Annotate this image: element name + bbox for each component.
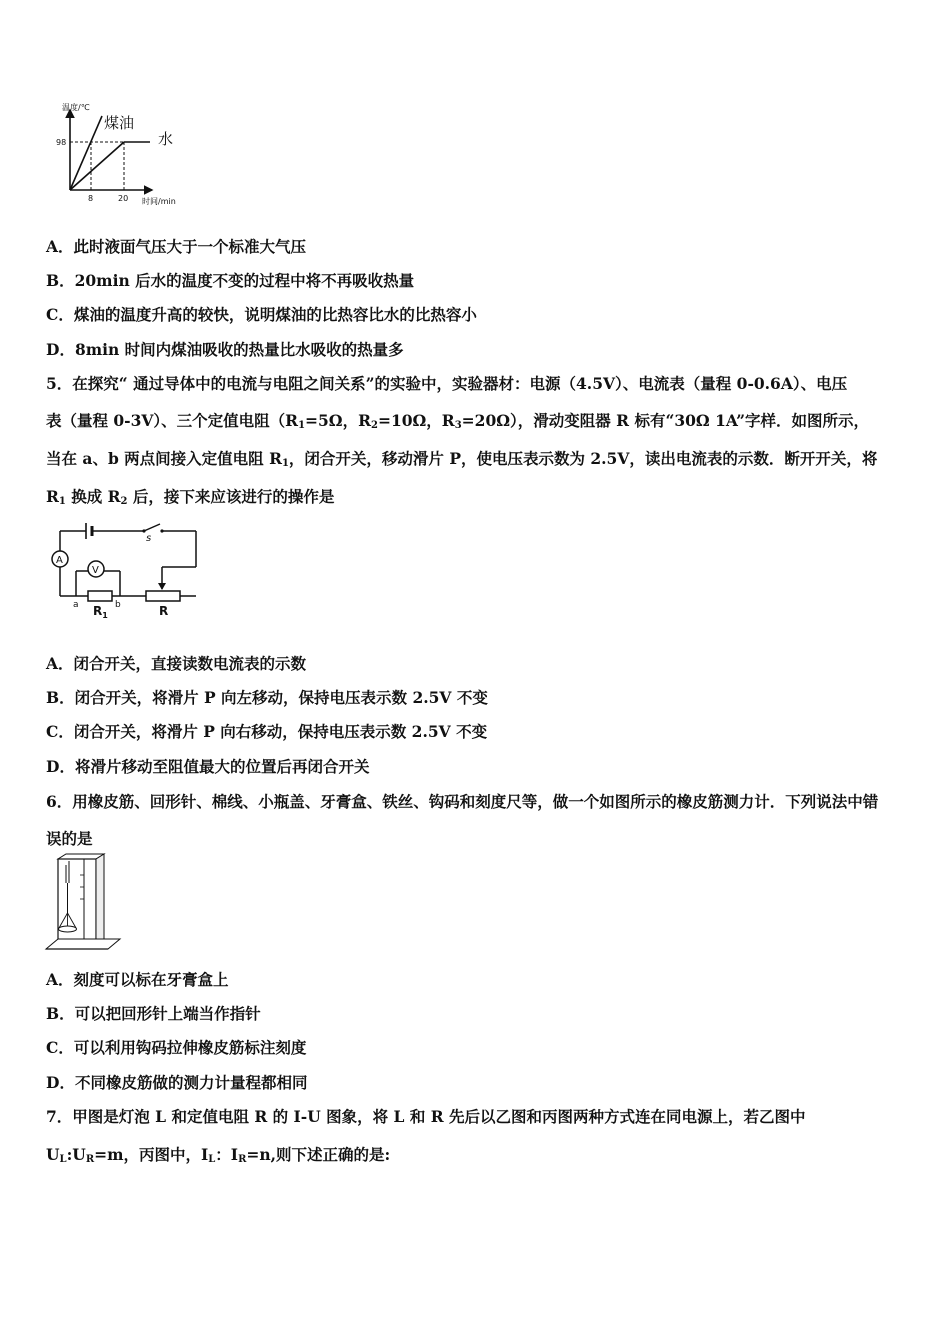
q6-option-a: A．刻度可以标在牙膏盒上 xyxy=(46,970,229,989)
water-line xyxy=(70,142,124,190)
q5-option-b: B．闭合开关，将滑片 P 向左移动，保持电压表示数 2.5V 不变 xyxy=(46,688,488,707)
q6-line-2: 误的是 xyxy=(46,829,93,848)
point-a-label: a xyxy=(73,600,79,610)
x-axis-label: 时间/min xyxy=(142,197,176,206)
q6-line-1: 6．用橡皮筋、回形针、棉线、小瓶盖、牙膏盒、铁丝、钩码和刻度尺等，做一个如图所示的橡皮筋测力计．下列说法中错 xyxy=(46,792,879,811)
q4-option-b: B．20min 后水的温度不变的过程中将不再吸收热量 xyxy=(46,271,415,290)
q5-line-1: 5．在探究“ 通过导体中的电流与电阻之间关系”的实验中，实验器材：电源（4.5V）、电流表（量程 0-0.6A）、电压 xyxy=(46,374,848,393)
q5-line-2: 表（量程 0-3V）、三个定值电阻（$R_1=5\Omega$，$R_2=10\Omega$，$R_3=20\Omega$），滑动变阻器 R 标有“30Ω 1A”字样．如图所示， xyxy=(46,411,870,431)
rheostat-label: R xyxy=(159,604,169,618)
label-kerosene: 煤油 xyxy=(104,114,135,132)
q5-line-3: 当在 a、b 两点间接入定值电阻 $R_1$，闭合开关，移动滑片 P，使电压表示数为 2.5V，读出电流表的示数．断开开关，将 xyxy=(46,449,878,469)
q5-option-d: D．将滑片移动至阻值最大的位置后再闭合开关 xyxy=(46,757,370,776)
rheostat xyxy=(146,591,180,601)
kerosene-line xyxy=(70,116,102,190)
q7-line-2: $U_L:U_R=m$，丙图中，$I_L$：$I_R=n$,则下述正确的是: xyxy=(46,1145,391,1165)
voltmeter-label: V xyxy=(92,565,99,576)
x-tick-8: 8 xyxy=(88,194,94,203)
r1-label: $R_1$ xyxy=(93,604,108,620)
q5-option-a: A．闭合开关，直接读数电流表的示数 xyxy=(46,654,307,673)
label-water: 水 xyxy=(158,130,174,148)
battery-symbol xyxy=(86,523,92,539)
circuit-diagram xyxy=(46,515,211,625)
q4-option-c: C．煤油的温度升高的较快，说明煤油的比热容比水的比热容小 xyxy=(46,305,477,324)
switch-symbol xyxy=(142,524,163,533)
rubber-band-force-meter-figure xyxy=(44,853,122,956)
switch-label: s xyxy=(146,533,152,544)
q6-option-c: C．可以利用钩码拉伸橡皮筋标注刻度 xyxy=(46,1038,307,1057)
resistor-r1 xyxy=(88,591,112,601)
y-tick-98: 98 xyxy=(56,138,67,147)
x-tick-20: 20 xyxy=(118,194,129,203)
q7-line-1: 7．甲图是灯泡 L 和定值电阻 R 的 I-U 图象，将 L 和 R 先后以乙图和丙图两种方式连在同电源上，若乙图中 xyxy=(46,1107,806,1126)
q5-option-c: C．闭合开关，将滑片 P 向右移动，保持电压表示数 2.5V 不变 xyxy=(46,722,488,741)
q6-option-d: D．不同橡皮筋做的测力计量程都相同 xyxy=(46,1073,308,1092)
q5-line-4: $R_1$ 换成 $R_2$ 后，接下来应该进行的操作是 xyxy=(46,487,335,507)
temperature-time-graph xyxy=(50,100,200,210)
ammeter-label: A xyxy=(56,555,63,566)
point-b-label: b xyxy=(115,600,121,610)
y-axis-label: 温度/℃ xyxy=(62,103,90,112)
q6-option-b: B．可以把回形针上端当作指针 xyxy=(46,1004,261,1023)
q4-option-d: D．8min 时间内煤油吸收的热量比水吸收的热量多 xyxy=(46,340,404,359)
q4-option-a: A．此时液面气压大于一个标准大气压 xyxy=(46,237,307,256)
